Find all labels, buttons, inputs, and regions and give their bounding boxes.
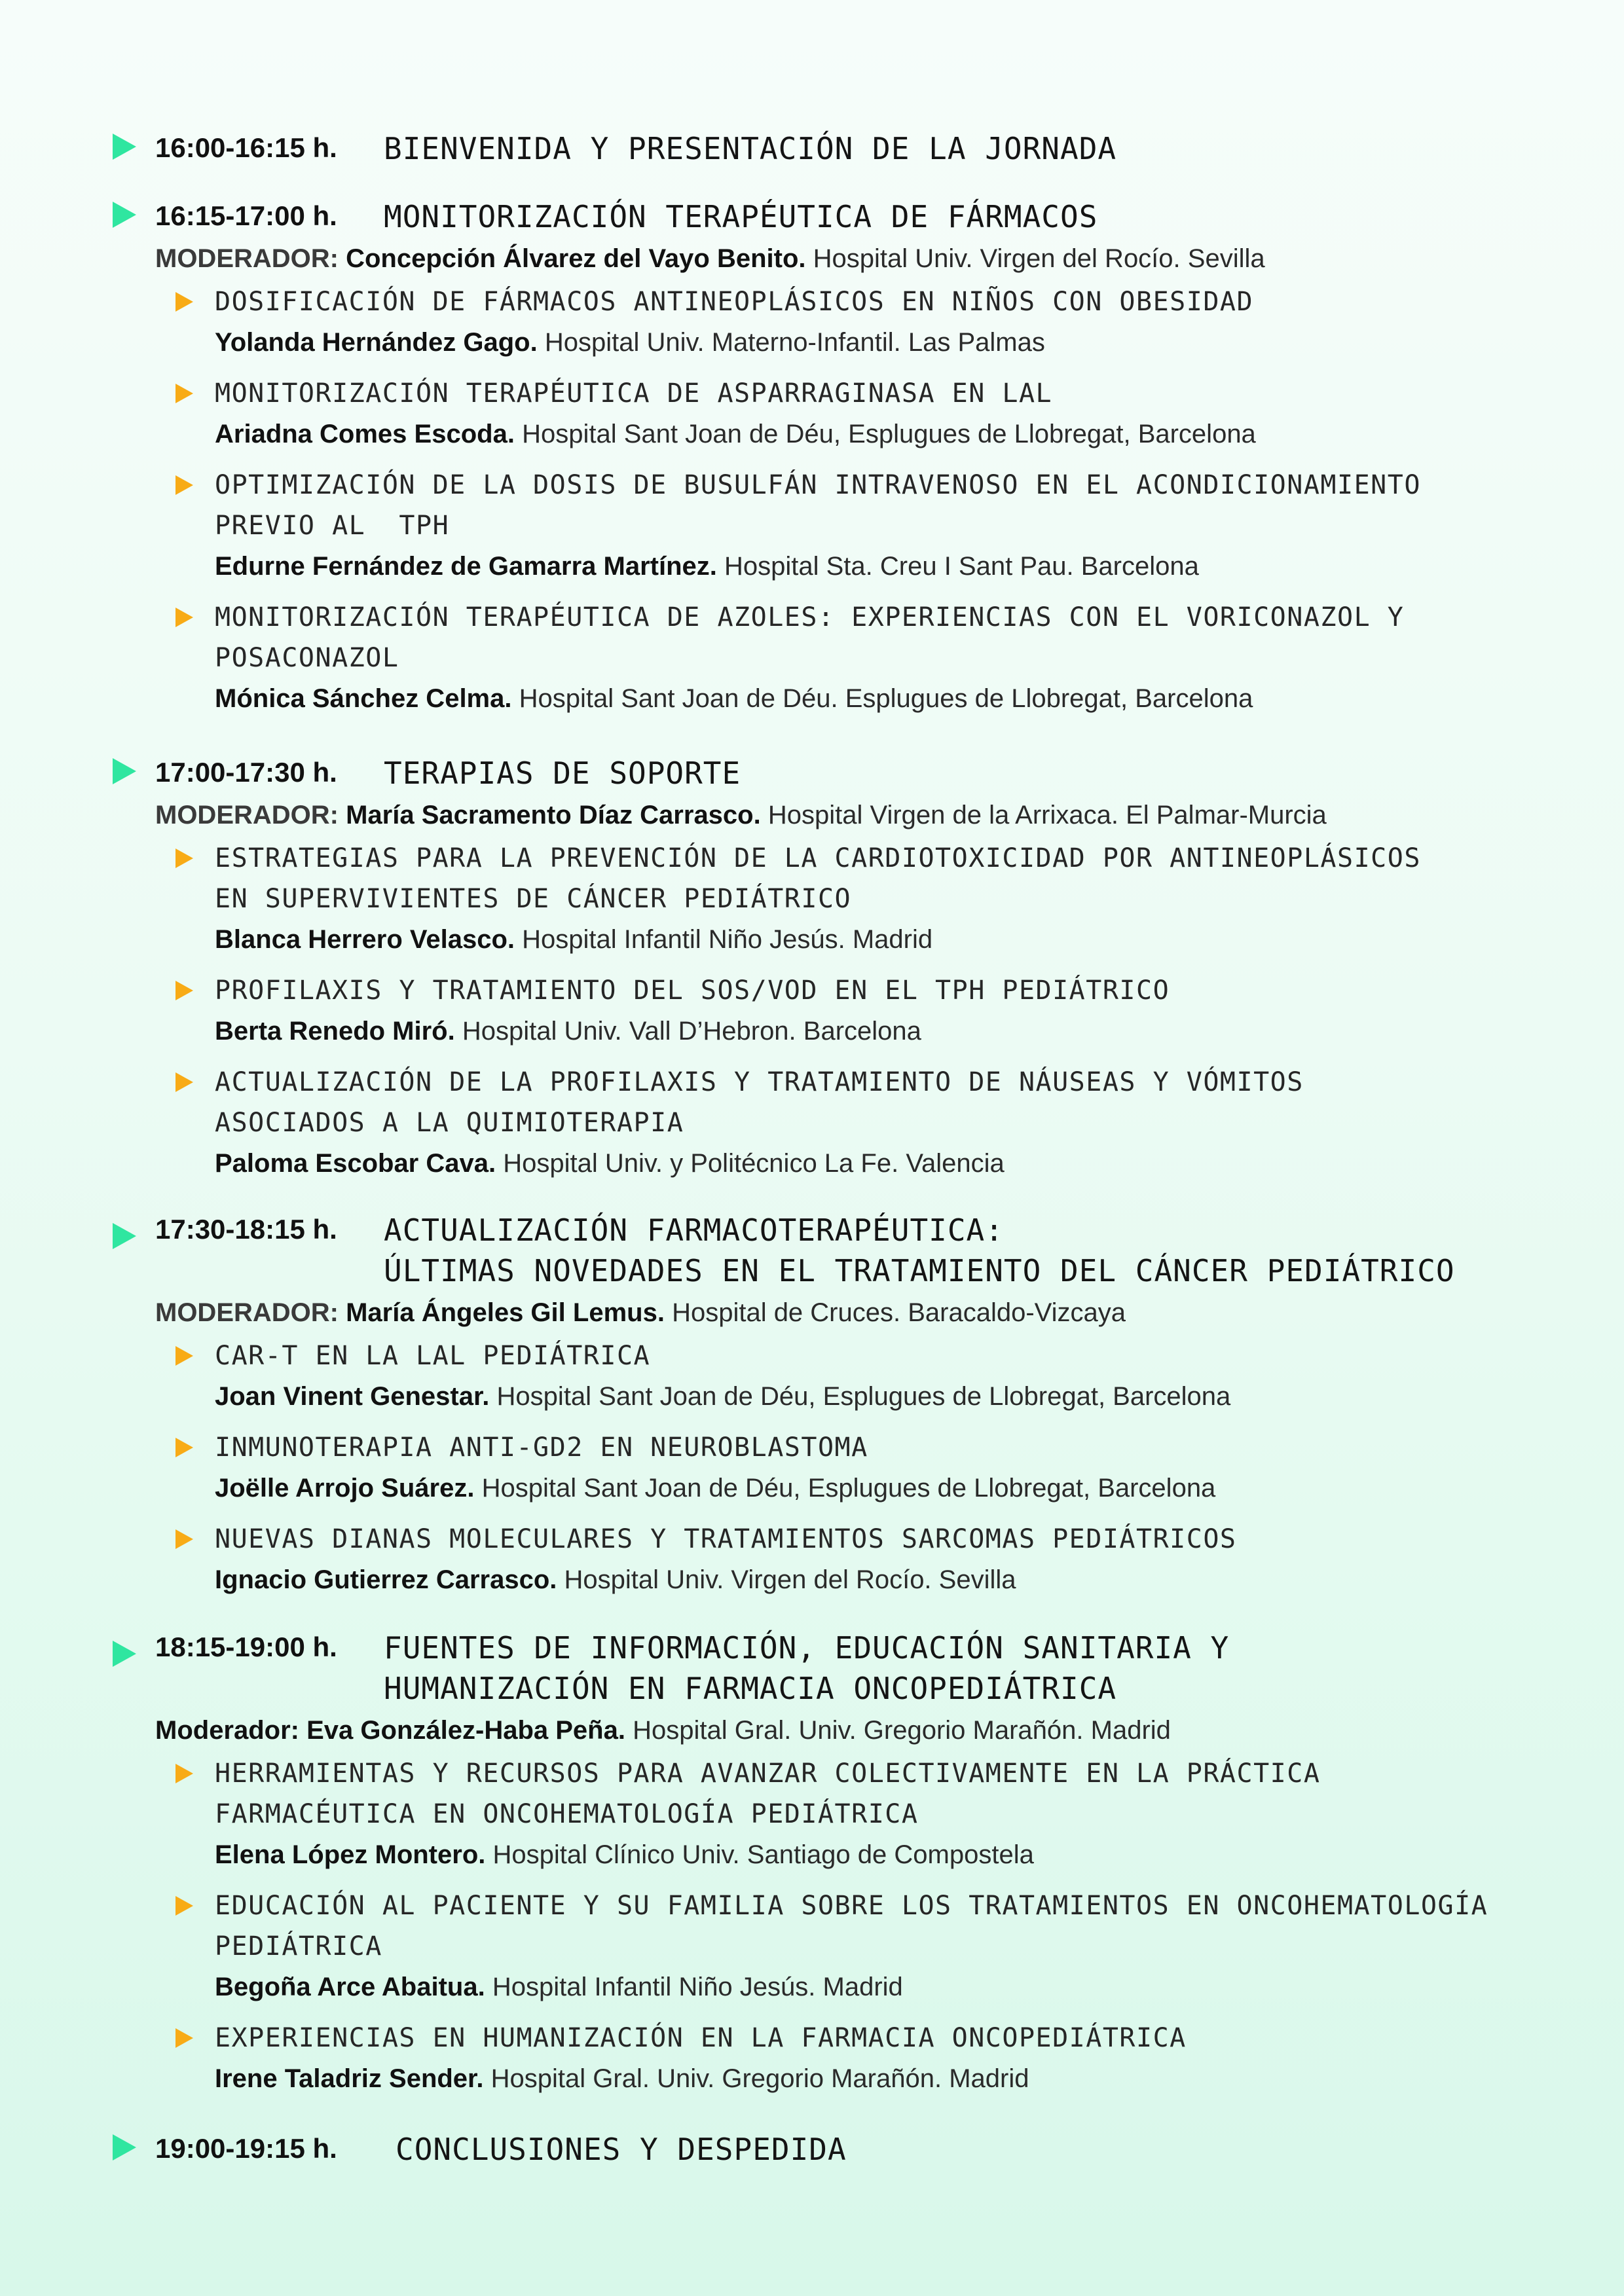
- orange-triangle-icon: [175, 2028, 193, 2048]
- speaker-name: Blanca Herrero Velasco.: [215, 925, 515, 954]
- agenda-section: [0, 1210, 1624, 1611]
- speaker-line: [215, 1011, 1624, 1051]
- section-time: 16:15-17:00 h.: [155, 200, 337, 231]
- moderator-line: [155, 795, 1624, 835]
- talk-item: [215, 1427, 1624, 1508]
- orange-triangle-icon: [175, 848, 193, 868]
- talk-list: [0, 1753, 1624, 2099]
- speaker-line: [215, 546, 1624, 587]
- moderator-institution: Hospital Gral. Univ. Gregorio Marañón. Madrid: [633, 1716, 1171, 1745]
- speaker-name: Begoña Arce Abaitua.: [215, 1973, 485, 2001]
- moderator-label: MODERADOR:: [155, 244, 339, 273]
- talk-item: [215, 597, 1624, 719]
- section-header: [0, 753, 1624, 795]
- speaker-name: Ignacio Gutierrez Carrasco.: [215, 1565, 557, 1594]
- speaker-name: Yolanda Hernández Gago.: [215, 328, 538, 357]
- talk-list: [0, 838, 1624, 1184]
- section-title: ACTUALIZACIÓN FARMACOTERAPÉUTICA: ÚLTIMAS NOVEDADES EN EL TRATAMIENTO DEL CÁNCER PEDIÁTRICO: [384, 1212, 1455, 1288]
- talk-list: [0, 282, 1624, 719]
- talk-title: INMUNOTERAPIA ANTI-GD2 EN NEUROBLASTOMA: [215, 1432, 868, 1463]
- agenda-section: [0, 196, 1624, 729]
- talk-item: [215, 465, 1624, 587]
- section-time: 16:00-16:15 h.: [155, 132, 337, 163]
- speaker-institution: Hospital Univ. Virgen del Rocío. Sevilla: [564, 1565, 1016, 1594]
- orange-triangle-icon: [175, 608, 193, 627]
- green-triangle-icon: [113, 134, 136, 160]
- section-title: TERAPIAS DE SOPORTE: [384, 756, 741, 791]
- moderator-line: [155, 1292, 1624, 1333]
- talk-title: MONITORIZACIÓN TERAPÉUTICA DE ASPARRAGINASA EN LAL: [215, 378, 1053, 409]
- moderator-name: Concepción Álvarez del Vayo Benito.: [346, 244, 806, 273]
- speaker-institution: Hospital Univ. Vall D’Hebron. Barcelona: [462, 1017, 921, 1046]
- speaker-line: [215, 678, 1624, 719]
- speaker-institution: Hospital Sant Joan de Déu. Esplugues de Llobregat, Barcelona: [519, 684, 1253, 713]
- section-time: 18:15-19:00 h.: [155, 1631, 337, 1662]
- moderator-name: María Ángeles Gil Lemus.: [346, 1298, 665, 1327]
- section-time: 19:00-19:15 h.: [155, 2133, 337, 2164]
- speaker-name: Irene Taladriz Sender.: [215, 2064, 484, 2093]
- moderator-label: MODERADOR:: [155, 801, 339, 829]
- speaker-institution: Hospital Sant Joan de Déu, Esplugues de Llobregat, Barcelona: [522, 420, 1256, 448]
- talk-item: [215, 373, 1624, 454]
- green-triangle-icon: [113, 202, 136, 228]
- talk-list: [0, 1336, 1624, 1600]
- orange-triangle-icon: [175, 384, 193, 403]
- speaker-institution: Hospital Sant Joan de Déu, Esplugues de Llobregat, Barcelona: [481, 1474, 1216, 1503]
- orange-triangle-icon: [175, 475, 193, 495]
- speaker-line: [215, 414, 1624, 454]
- section-header: [0, 1628, 1624, 1710]
- speaker-name: Berta Renedo Miró.: [215, 1017, 455, 1046]
- talk-item: [215, 970, 1624, 1051]
- talk-title: ACTUALIZACIÓN DE LA PROFILAXIS Y TRATAMIENTO DE NÁUSEAS Y VÓMITOS ASOCIADOS A LA QUIMIOTERAPIA: [215, 1067, 1304, 1138]
- speaker-institution: Hospital Infantil Niño Jesús. Madrid: [492, 1973, 903, 2001]
- agenda-section: [0, 128, 1624, 170]
- talk-title: EDUCACIÓN AL PACIENTE Y SU FAMILIA SOBRE LOS TRATAMIENTOS EN ONCOHEMATOLOGÍA PEDIÁTRICA: [215, 1891, 1488, 1961]
- agenda-section: [0, 1628, 1624, 2109]
- moderator-label: Moderador:: [155, 1716, 299, 1745]
- orange-triangle-icon: [175, 1438, 193, 1457]
- green-triangle-icon: [113, 1223, 136, 1249]
- talk-item: [215, 838, 1624, 960]
- green-triangle-icon: [113, 758, 136, 784]
- talk-item: [215, 1336, 1624, 1417]
- section-title: FUENTES DE INFORMACIÓN, EDUCACIÓN SANITARIA Y HUMANIZACIÓN EN FARMACIA ONCOPEDIÁTRICA: [384, 1630, 1230, 1706]
- speaker-line: [215, 1468, 1624, 1508]
- speaker-line: [215, 919, 1624, 960]
- talk-title: OPTIMIZACIÓN DE LA DOSIS DE BUSULFÁN INTRAVENOSO EN EL ACONDICIONAMIENTO PREVIO AL TPH: [215, 470, 1421, 541]
- speaker-name: Edurne Fernández de Gamarra Martínez.: [215, 552, 717, 581]
- moderator-name: María Sacramento Díaz Carrasco.: [346, 801, 761, 829]
- speaker-name: Paloma Escobar Cava.: [215, 1149, 496, 1178]
- speaker-line: [215, 1376, 1624, 1417]
- talk-title: ESTRATEGIAS PARA LA PREVENCIÓN DE LA CARDIOTOXICIDAD POR ANTINEOPLÁSICOS EN SUPERVIVIENTES DE CÁNCER PEDIÁTRICO: [215, 843, 1421, 914]
- moderator-name: Eva González-Haba Peña.: [306, 1716, 625, 1745]
- moderator-line: [155, 1710, 1624, 1751]
- moderator-institution: Hospital de Cruces. Baracaldo-Vizcaya: [672, 1298, 1126, 1327]
- orange-triangle-icon: [175, 1346, 193, 1366]
- orange-triangle-icon: [175, 1764, 193, 1783]
- speaker-institution: Hospital Sta. Creu I Sant Pau. Barcelona: [724, 552, 1199, 581]
- orange-triangle-icon: [175, 1896, 193, 1916]
- talk-item: [215, 2018, 1624, 2099]
- speaker-line: [215, 322, 1624, 363]
- talk-title: MONITORIZACIÓN TERAPÉUTICA DE AZOLES: EXPERIENCIAS CON EL VORICONAZOL Y POSACONAZOL: [215, 602, 1405, 673]
- speaker-institution: Hospital Univ. Materno-Infantil. Las Palmas: [544, 328, 1045, 357]
- section-header: [0, 2129, 1624, 2171]
- orange-triangle-icon: [175, 292, 193, 312]
- section-time: 17:30-18:15 h.: [155, 1214, 337, 1245]
- talk-title: CAR-T EN LA LAL PEDIÁTRICA: [215, 1341, 651, 1371]
- speaker-institution: Hospital Infantil Niño Jesús. Madrid: [522, 925, 933, 954]
- section-title: BIENVENIDA Y PRESENTACIÓN DE LA JORNADA: [384, 131, 1117, 166]
- talk-item: [215, 1753, 1624, 1875]
- speaker-line: [215, 1834, 1624, 1875]
- speaker-line: [215, 1967, 1624, 2007]
- speaker-institution: Hospital Clínico Univ. Santiago de Compostela: [492, 1840, 1034, 1869]
- green-triangle-icon: [113, 1641, 136, 1667]
- speaker-name: Ariadna Comes Escoda.: [215, 420, 515, 448]
- talk-title: PROFILAXIS Y TRATAMIENTO DEL SOS/VOD EN EL TPH PEDIÁTRICO: [215, 975, 1170, 1006]
- section-title: MONITORIZACIÓN TERAPÉUTICA DE FÁRMACOS: [384, 199, 1098, 234]
- agenda-section: [0, 753, 1624, 1194]
- speaker-name: Mónica Sánchez Celma.: [215, 684, 512, 713]
- moderator-institution: Hospital Univ. Virgen del Rocío. Sevilla: [813, 244, 1265, 273]
- section-time: 17:00-17:30 h.: [155, 757, 337, 788]
- speaker-name: Elena López Montero.: [215, 1840, 486, 1869]
- talk-title: HERRAMIENTAS Y RECURSOS PARA AVANZAR COLECTIVAMENTE EN LA PRÁCTICA FARMACÉUTICA EN ONCOHEMATOLOGÍA PEDIÁTRICA: [215, 1758, 1321, 1829]
- speaker-name: Joan Vinent Genestar.: [215, 1382, 490, 1411]
- talk-item: [215, 282, 1624, 363]
- orange-triangle-icon: [175, 1072, 193, 1092]
- speaker-institution: Hospital Sant Joan de Déu, Esplugues de Llobregat, Barcelona: [496, 1382, 1231, 1411]
- talk-item: [215, 1062, 1624, 1184]
- speaker-line: [215, 1559, 1624, 1600]
- section-title: CONCLUSIONES Y DESPEDIDA: [396, 2132, 847, 2167]
- talk-item: [215, 1519, 1624, 1600]
- speaker-name: Joëlle Arrojo Suárez.: [215, 1474, 475, 1503]
- speaker-institution: Hospital Gral. Univ. Gregorio Marañón. Madrid: [490, 2064, 1029, 2093]
- talk-item: [215, 1886, 1624, 2007]
- orange-triangle-icon: [175, 981, 193, 1000]
- orange-triangle-icon: [175, 1529, 193, 1549]
- speaker-line: [215, 1143, 1624, 1184]
- moderator-line: [155, 238, 1624, 279]
- moderator-label: MODERADOR:: [155, 1298, 339, 1327]
- talk-title: NUEVAS DIANAS MOLECULARES Y TRATAMIENTOS SARCOMAS PEDIÁTRICOS: [215, 1524, 1237, 1554]
- section-header: [0, 128, 1624, 170]
- green-triangle-icon: [113, 2134, 136, 2160]
- speaker-line: [215, 2058, 1624, 2099]
- agenda-section: [0, 2129, 1624, 2171]
- talk-title: EXPERIENCIAS EN HUMANIZACIÓN EN LA FARMACIA ONCOPEDIÁTRICA: [215, 2023, 1187, 2053]
- section-header: [0, 1210, 1624, 1292]
- section-header: [0, 196, 1624, 238]
- speaker-institution: Hospital Univ. y Politécnico La Fe. Valencia: [503, 1149, 1005, 1178]
- moderator-institution: Hospital Virgen de la Arrixaca. El Palmar-Murcia: [767, 801, 1327, 829]
- talk-title: DOSIFICACIÓN DE FÁRMACOS ANTINEOPLÁSICOS EN NIÑOS CON OBESIDAD: [215, 287, 1254, 317]
